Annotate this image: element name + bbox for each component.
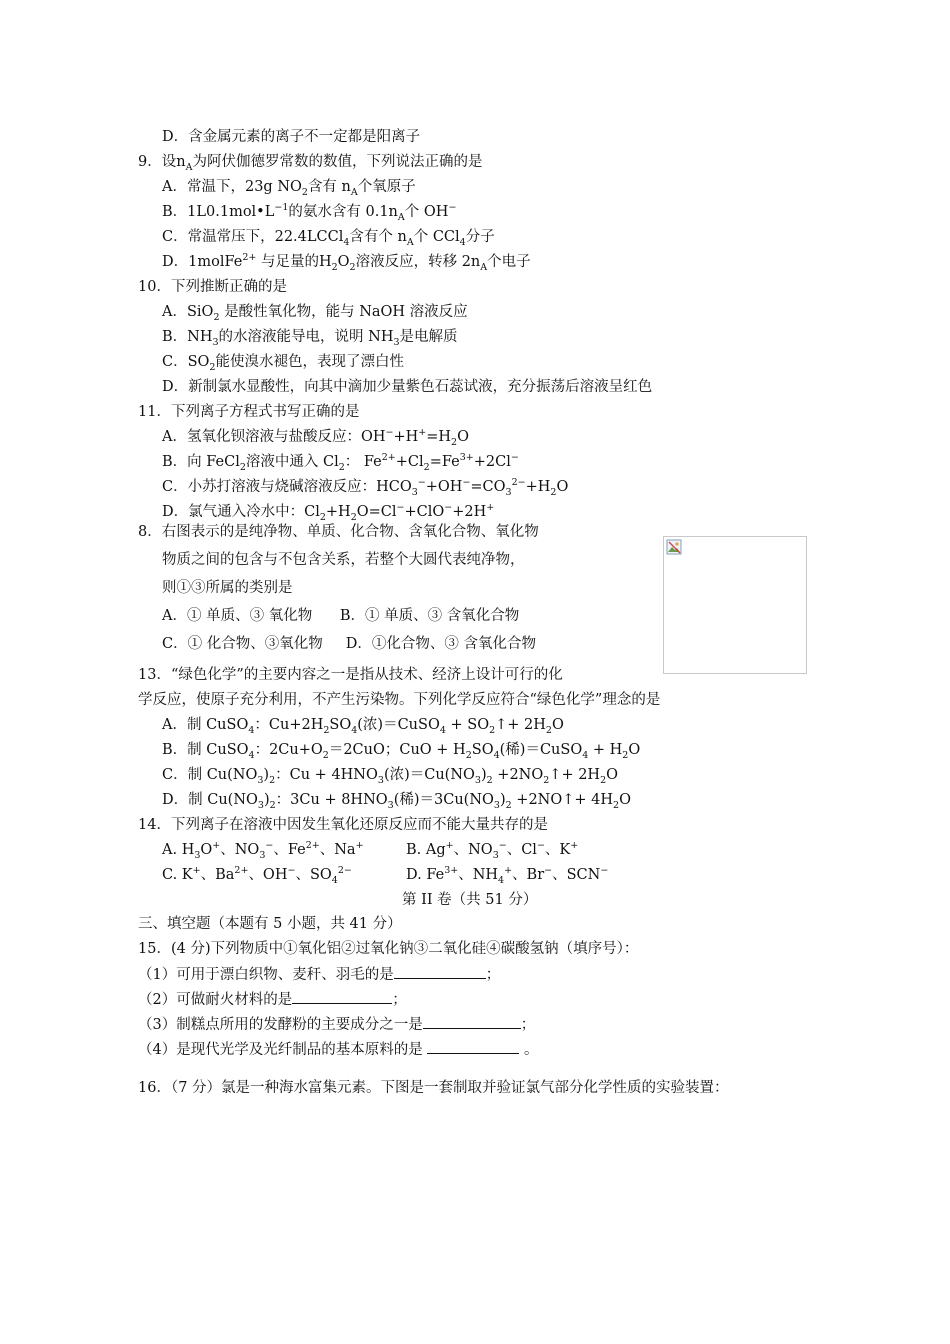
option-8-cd: C．① 化合物、③氧化物 D．①化合物、③ 含氧化合物 (162, 636, 536, 652)
option-9d: D．1molFe$^{2+}$ 与足量的$H_2O_2$溶液反应，转移 $2n_A$个电子 (162, 252, 531, 273)
question-15-1: （1）可用于漂白织物、麦秆、羽毛的是 ； (138, 964, 500, 985)
answer-blank[interactable] (394, 964, 486, 979)
question-13-line2: 学反应，使原子充分利用，不产生污染物。下列化学反应符合“绿色化学”理念的是 (138, 692, 661, 708)
option-9a: A．常温下，23g $NO_2$含有 $n_A$个氧原子 (162, 179, 416, 198)
option-14d: D. $Fe^{3+}$、$NH_4^+$、Br−、SCN− (406, 865, 609, 886)
option-11b: B．向 FeCl$_2$溶液中通入 $Cl_2$： $Fe^{2+}+Cl_2=Fe^{3+}+2Cl^-$ (162, 452, 519, 473)
question-10: 10．下列推断正确的是 (138, 279, 287, 295)
answer-blank[interactable] (292, 989, 392, 1004)
question-15-4: （4）是现代光学及光纤制品的基本原料的是 。 (138, 1039, 538, 1060)
option-13d: D．制 $Cu(NO_3)_2$：$3Cu + 8HNO_3$(稀)$=3Cu(NO_3)_2$ +2NO↑+ $4H_2O$ (162, 792, 631, 811)
option-14b: B. Ag+、$NO_3^-$、Cl−、K+ (406, 840, 579, 861)
question-14: 14．下列离子在溶液中因发生氧化还原反应而不能大量共存的是 (138, 817, 548, 833)
volume-2-heading: 第 II 卷（共 51 分） (402, 892, 538, 908)
question-15-2: （2）可做耐火材料的是 ； (138, 989, 407, 1010)
option-13c: C．制 $Cu(NO_3)_2$：$Cu + 4HNO_3$(浓)$=Cu(NO_3)_2$ $+2NO_2↑+ 2H_2O$ (162, 767, 619, 786)
option-13b: B．制 CuSO$_4$：$2Cu+O_2=2CuO$；CuO + $H_2SO_4$(稀)＝CuSO$_4$ + $H_2O$ (162, 742, 641, 761)
option-9b: B．$1L0.1mol•L^{-1}$的氨水含有 $0.1n_A$个 OH− (162, 202, 457, 223)
section-3-heading: 三、填空题（本题有 5 小题，共 41 分） (138, 916, 402, 932)
option-11d: D．氯气通入冷水中：$Cl_2+H_2O=Cl^-+ClO^-+2H^+$ (162, 502, 495, 523)
option-10c: C．$SO_2$能使溴水褪色，表现了漂白性 (162, 354, 404, 373)
option-14c: C. K+、$Ba^{2+}$、OH−、$SO_4^{2-}$ (162, 865, 352, 886)
answer-blank[interactable] (423, 1014, 521, 1029)
question-13: 13．“绿色化学”的主要内容之一是指从技术、经济上设计可行的化 (138, 667, 563, 683)
question-16: 16．（7 分）氯是一种海水富集元素。下图是一套制取并验证氯气部分化学性质的实验装置： (138, 1080, 729, 1096)
option-11a: A．氢氧化钡溶液与盐酸反应：$OH^-+H^+=H_2O$ (162, 427, 469, 448)
broken-image-icon (666, 539, 682, 555)
question-8-line2: 物质之间的包含与不包含关系，若整个大圆代表纯净物， (162, 552, 525, 568)
option-9c: C．常温常压下，22.4LCCl$_4$含有个 $n_A$个 CCl$_4$分子 (162, 229, 495, 248)
question-15-3: （3）制糕点所用的发酵粉的主要成分之一是 ； (138, 1014, 535, 1035)
figure-placeholder (663, 536, 807, 674)
question-8: 8．右图表示的是纯净物、单质、化合物、含氧化合物、氧化物 (138, 524, 539, 540)
option-13a: A．制 CuSO$_4$：$Cu+2H_2SO_4$(浓)＝CuSO$_4$ + $SO_2↑+ 2H_2O$ (162, 717, 564, 736)
option-10a: A．SiO$_2$ 是酸性氧化物，能与 NaOH 溶液反应 (162, 304, 468, 323)
option-10d: D．新制氯水显酸性，向其中滴加少量紫色石蕊试液，充分振荡后溶液呈红色 (162, 379, 653, 395)
answer-blank[interactable] (427, 1039, 519, 1054)
option-10b: B．$NH_3$的水溶液能导电，说明 $NH_3$是电解质 (162, 329, 458, 348)
question-15: 15．(4 分)下列物质中①氧化铝②过氧化钠③二氧化硅④碳酸氢钠（填序号）： (138, 941, 639, 957)
question-8-line3: 则①③所属的类别是 (162, 580, 293, 596)
option-14a: A. $H_3O^+$、$NO_3^-$、$Fe^{2+}$、Na+ (162, 840, 364, 861)
option-11c: C．小苏打溶液与烧碱溶液反应：$HCO_3^-+OH^-=CO_3^{2-}+H_2O$ (162, 477, 569, 498)
question-11: 11．下列离子方程式书写正确的是 (138, 404, 360, 420)
option-8d: D．含金属元素的离子不一定都是阳离子 (162, 129, 421, 145)
option-8-ab: A．① 单质、③ 氧化物 B．① 单质、③ 含氧化合物 (162, 608, 520, 624)
question-9: 9．设$n_A$为阿伏伽德罗常数的数值，下列说法正确的是 (138, 154, 483, 173)
